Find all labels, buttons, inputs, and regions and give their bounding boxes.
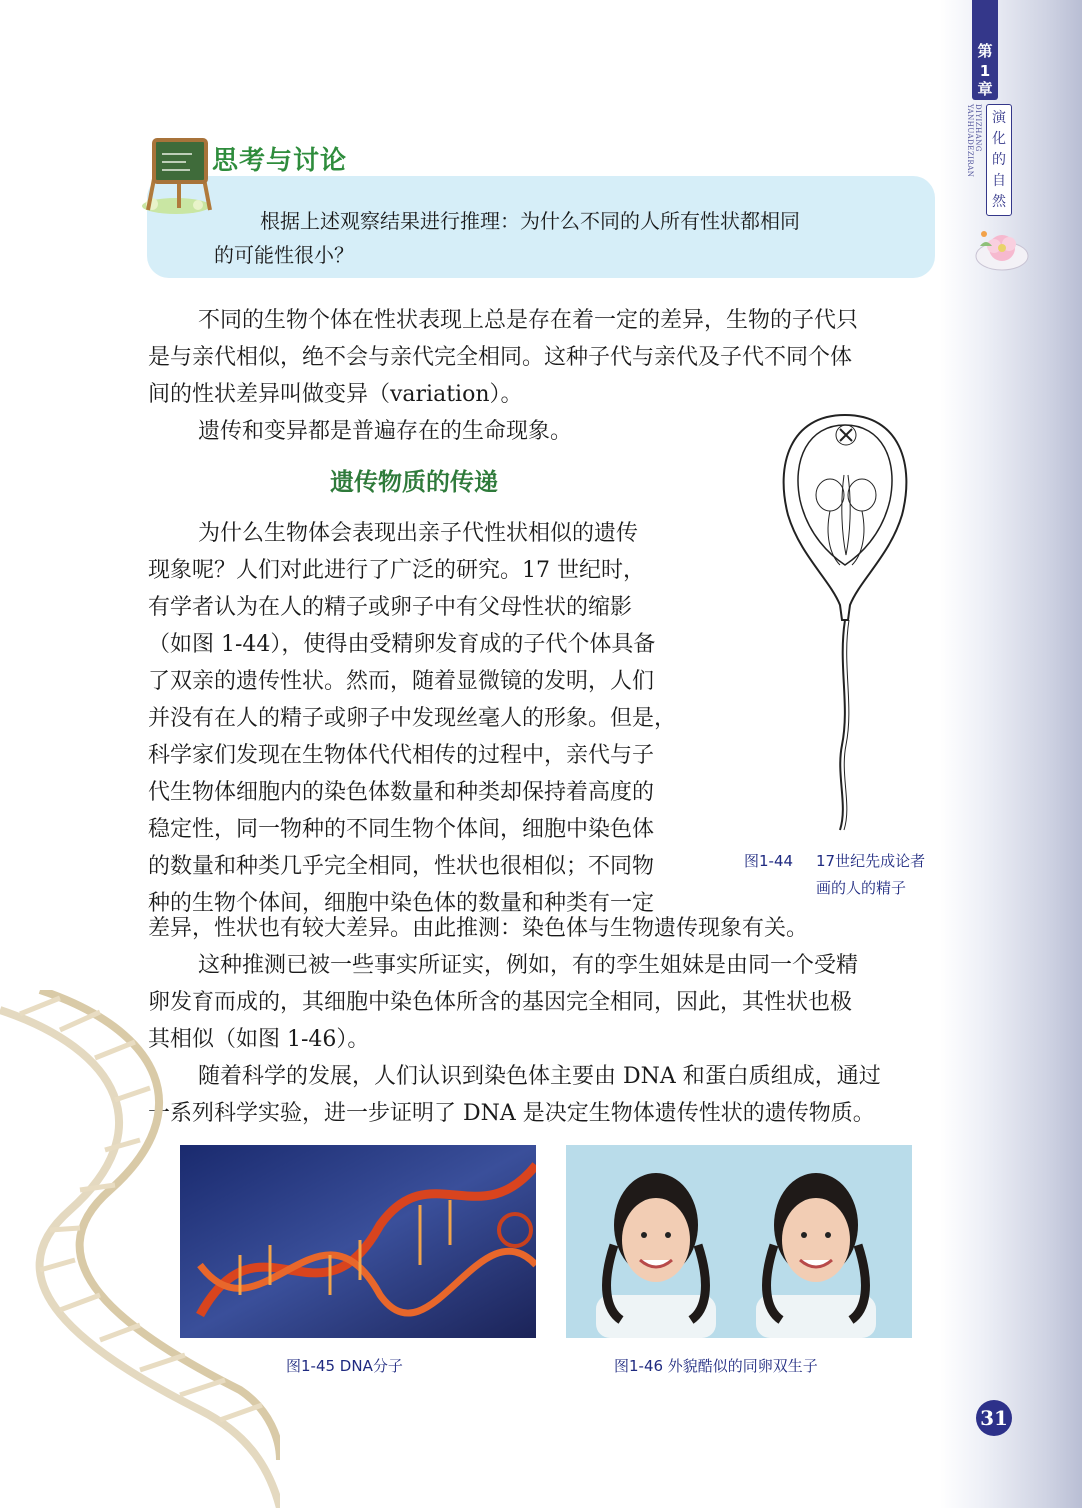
section-char: 然 xyxy=(992,194,1006,210)
paragraph-line: 为什么生物体会表现出亲子代性状相似的遗传 xyxy=(198,521,639,546)
flower-cup-icon xyxy=(972,226,1032,274)
figure-46-caption: 图1-46 外貌酷似的同卵双生子 xyxy=(614,1357,818,1375)
paragraph-line: 种的生物个体间，细胞中染色体的数量和种类有一定 xyxy=(148,891,655,916)
paragraph-line: 不同的生物个体在性状表现上总是存在着一定的差异，生物的子代只 xyxy=(198,308,859,333)
paragraph-line: 其相似（如图 1-46）。 xyxy=(148,1027,370,1052)
figure-45-caption: 图1-45 DNA分子 xyxy=(286,1357,403,1375)
paragraph-line: 科学家们发现在生物体代代相传的过程中，亲代与子 xyxy=(148,743,655,768)
paragraph-line: 随着科学的发展，人们认识到染色体主要由 DNA 和蛋白质组成，通过 xyxy=(198,1064,881,1089)
discussion-line: 的可能性很小？ xyxy=(214,243,354,267)
chapter-tab xyxy=(972,0,998,100)
chapter-pinyin: DIYIZHANG YANHUADEZIRAN xyxy=(966,104,982,178)
section-heading: 遗传物质的传递 xyxy=(330,468,498,496)
section-char: 化 xyxy=(992,131,1006,147)
chapter-char: 章 xyxy=(977,80,993,98)
section-char: 的 xyxy=(992,152,1006,168)
chapter-char: 第 xyxy=(977,42,993,60)
paragraph-line: 有学者认为在人的精子或卵子中有父母性状的缩影 xyxy=(148,595,633,620)
paragraph-line: 的数量和种类几乎完全相同，性状也很相似；不同物 xyxy=(148,854,655,879)
homunculus-sperm-drawing xyxy=(770,405,920,835)
paragraph-line: 了双亲的遗传性状。然而，随着显微镜的发明，人们 xyxy=(148,669,655,694)
page-number: 31 xyxy=(976,1400,1012,1436)
paragraph-line: 稳定性，同一物种的不同生物个体间，细胞中染色体 xyxy=(148,817,655,842)
dna-molecule-photo xyxy=(180,1145,536,1338)
chalkboard-easel-icon xyxy=(140,128,218,216)
chapter-char: 1 xyxy=(979,62,991,80)
paragraph-line: 并没有在人的精子或卵子中发现丝毫人的形象。但是， xyxy=(148,706,677,731)
paragraph-line: 遗传和变异都是普遍存在的生命现象。 xyxy=(198,419,573,444)
figure-44-title: 17世纪先成论者 xyxy=(816,852,926,870)
figure-44-label: 图1-44 xyxy=(744,852,794,870)
paragraph-line: 现象呢？人们对此进行了广泛的研究。17 世纪时， xyxy=(148,558,645,583)
paragraph-line: 卵发育而成的，其细胞中染色体所含的基因完全相同，因此，其性状也极 xyxy=(148,990,853,1015)
twins-photo xyxy=(566,1145,912,1338)
paragraph-line: 间的性状差异叫做变异（variation）。 xyxy=(148,382,523,407)
paragraph-line: 代生物体细胞内的染色体数量和种类却保持着高度的 xyxy=(148,780,655,805)
paragraph-line: （如图 1-44），使得由受精卵发育成的子代个体具备 xyxy=(148,632,656,657)
discussion-line: 根据上述观察结果进行推理：为什么不同的人所有性状都相同 xyxy=(260,209,800,233)
paragraph-line: 一系列科学实验，进一步证明了 DNA 是决定生物体遗传性状的遗传物质。 xyxy=(148,1101,875,1126)
figure-44-title: 画的人的精子 xyxy=(816,879,907,897)
discussion-text xyxy=(214,204,914,272)
paragraph-line: 是与亲代相似，绝不会与亲代完全相同。这种子代与亲代及子代不同个体 xyxy=(148,345,853,370)
paragraph-line: 这种推测已被一些事实所证实，例如，有的孪生姐妹是由同一个受精 xyxy=(198,953,859,978)
chapter-section-title xyxy=(986,104,1012,216)
discussion-title: 思考与讨论 xyxy=(212,146,348,176)
paragraph-line: 差异，性状也有较大差异。由此推测：染色体与生物遗传现象有关。 xyxy=(148,916,809,941)
section-char: 演 xyxy=(992,110,1006,126)
section-char: 自 xyxy=(992,173,1006,189)
